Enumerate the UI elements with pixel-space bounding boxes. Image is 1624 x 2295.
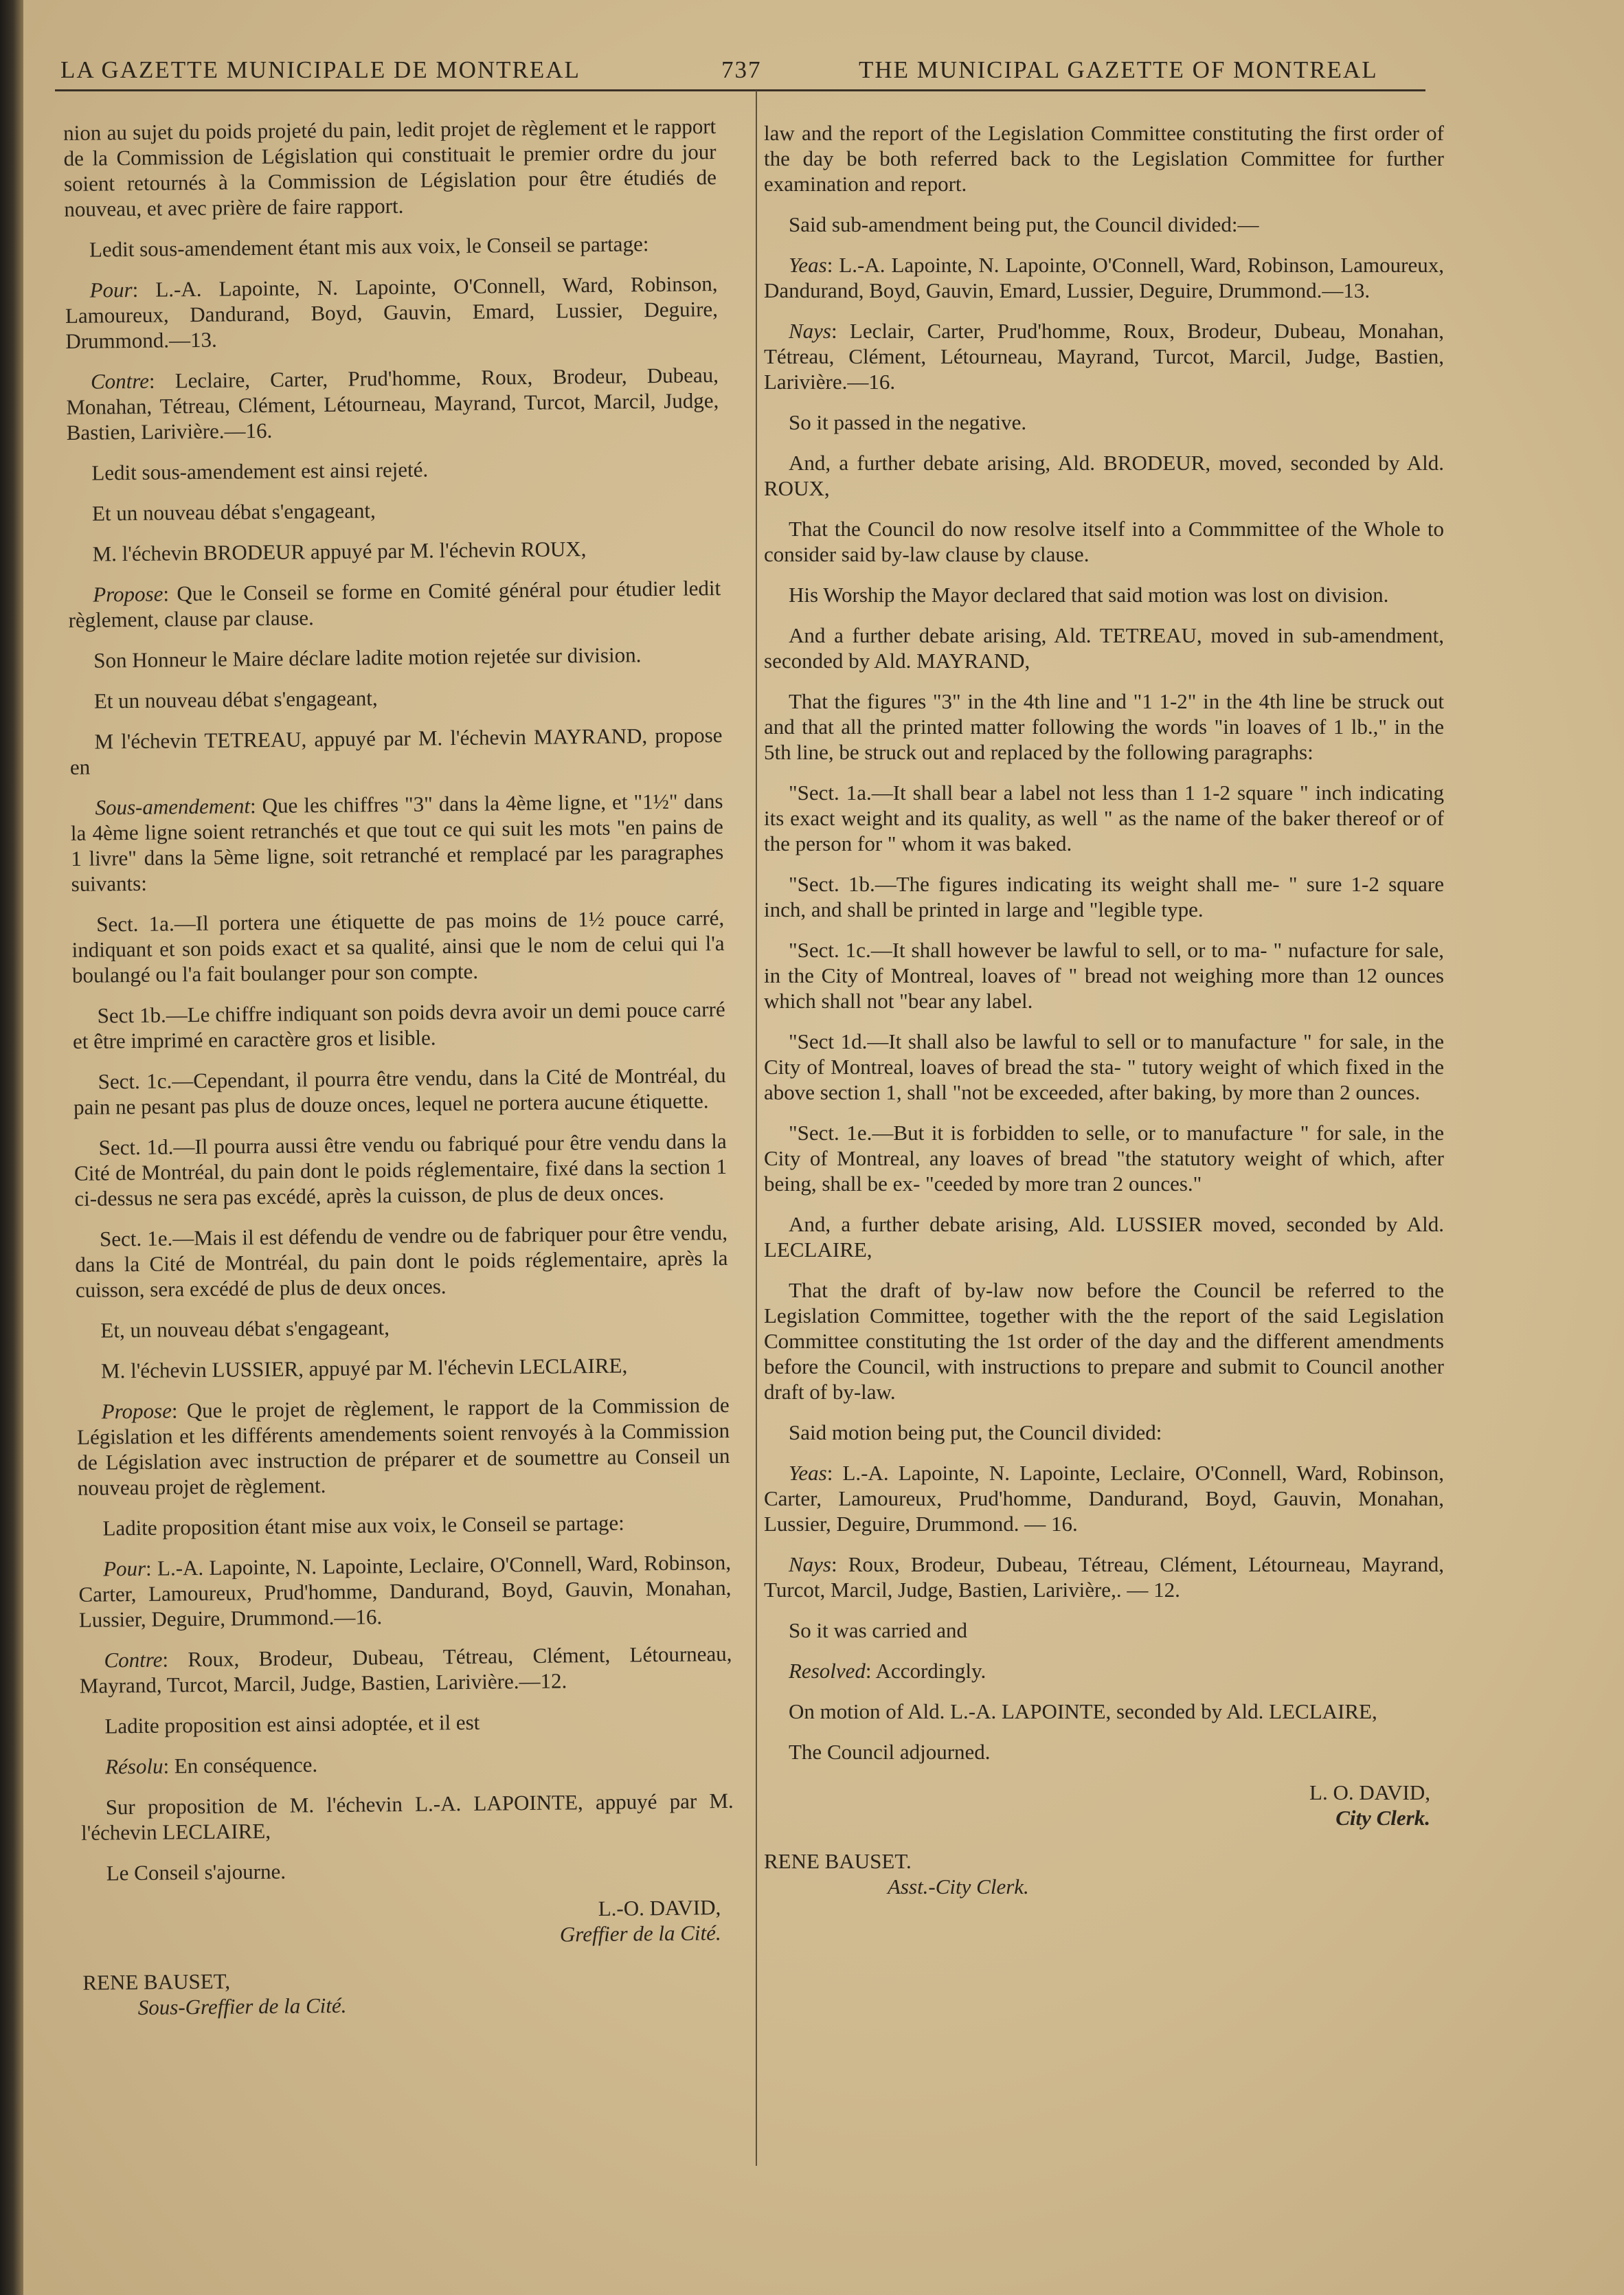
- paragraph: Said sub-amendment being put, the Council divided:—: [789, 212, 1259, 236]
- vote-against: [764, 1552, 1444, 1602]
- section-clause: Sect. 1c.—Cependant, il pourra être vendu, dans la Cité de Montréal, du pain ne pesant pas plus de douze onces, lequel ne portera aucune étiquette.: [73, 1062, 726, 1119]
- paragraph: Sur proposition de M. l'échevin L.-A. LAPOINTE, appuyé par M. l'échevin LECLAIRE,: [80, 1788, 734, 1845]
- resolution-label: Résolu: [104, 1754, 163, 1779]
- vote-against: [764, 318, 1444, 394]
- sub-amendment: [70, 788, 723, 897]
- vote-against: [79, 1641, 732, 1699]
- section-clause: "Sect. 1c.—It shall however be lawful to sell, or to ma- " nufacture for sale, in the City of Montreal, loaves of " bread not weighing more than 12 ounces which shall not "bear any label.: [764, 938, 1444, 1013]
- vote-label: Yeas: [789, 1461, 827, 1485]
- vote-label: Pour: [102, 1556, 146, 1581]
- vote-names: : Roux, Brodeur, Dubeau, Tétreau, Clément, Létourneau, Mayrand, Turcot, Marcil, Judge, Bastien, Larivière.—12.: [79, 1641, 732, 1698]
- page-number: 737: [721, 56, 762, 83]
- section-clause: Sect. 1e.—Mais il est défendu de vendre ou de fabriquer pour être vendu, dans la Cité de Montréal, du pain dont le poids réglementaire, après la cuisson, sera excédé de plus de deux onces.: [75, 1220, 728, 1302]
- vote-names: : L.-A. Lapointe, N. Lapointe, Leclaire, O'Connell, Ward, Robinson, Carter, Lamoureux, Prud'homme, Dandurand, Boyd, Gauvin, Monahan, Lussier, Deguire, Drummond. — 16.: [764, 1461, 1444, 1536]
- paragraph: That the figures "3" in the 4th line and "1 1-2" in the 4th line be struck out and that all the printed matter following the words "in loaves of 1 lb.," in the 5th line, be struck out and replaced by the following paragraphs:: [764, 689, 1444, 764]
- paragraph: The Council adjourned.: [789, 1740, 991, 1764]
- paragraph: M. l'échevin LUSSIER, appuyé par M. l'échevin LECLAIRE,: [100, 1353, 628, 1383]
- motion-text: : Que les chiffres "3" dans la 4ème ligne, et "1½" dans la 4ème ligne soient retranchés et que tout ce qui suit les mots "en pains de 1 livre" dans la 5ème ligne, soit retranché et remplacé par les paragraphes suivants:: [70, 788, 724, 896]
- paragraph: And, a further debate arising, Ald. BRODEUR, moved, seconded by Ald. ROUX,: [764, 451, 1444, 500]
- motion-text: : Que le Conseil se forme en Comité général pour étudier ledit règlement, clause par clause.: [68, 576, 721, 632]
- vote-label: Contre: [104, 1647, 163, 1672]
- vote-for: [764, 1460, 1444, 1536]
- paragraph: Et un nouveau débat s'engageant,: [93, 686, 378, 713]
- resolution: [764, 1658, 1444, 1683]
- header-rule: [55, 89, 1425, 91]
- vote-names: : L.-A. Lapointe, N. Lapointe, Leclaire, O'Connell, Ward, Robinson, Carter, Lamoureux, Prud'homme, Dandurand, Boyd, Gauvin, Monahan, Lussier, Deguire, Drummond.—16.: [78, 1549, 732, 1632]
- clerk-name: L.-O. DAVID,: [598, 1895, 721, 1921]
- paragraph: And a further debate arising, Ald. TETREAU, moved in sub-amendment, seconded by Ald. MAYRAND,: [764, 623, 1444, 673]
- paragraph: Et, un nouveau débat s'engageant,: [100, 1315, 390, 1343]
- assistant-clerk-signature: [764, 1848, 1444, 1899]
- column-divider: [756, 91, 757, 2166]
- english-masthead: THE MUNICIPAL GAZETTE OF MONTREAL: [859, 56, 1378, 83]
- paragraph: M. l'échevin BRODEUR appuyé par M. l'échevin ROUX,: [92, 537, 587, 566]
- motion-label: Propose: [93, 581, 163, 607]
- vote-for: [65, 271, 718, 354]
- resolution-label: Resolved: [789, 1659, 866, 1683]
- vote-against: [66, 362, 719, 445]
- paragraph: That the Council do now resolve itself into a Commmittee of the Whole to consider said by-law clause by clause.: [764, 517, 1444, 566]
- clerk-title: City Clerk.: [1335, 1806, 1430, 1830]
- vote-names: : L.-A. Lapointe, N. Lapointe, O'Connell, Ward, Robinson, Lamoureux, Dandurand, Boyd, Gauvin, Emard, Lussier, Deguire, Drummond.—13.: [65, 271, 719, 353]
- vote-for: [78, 1549, 732, 1633]
- paragraph: That the draft of by-law now before the Council be referred to the Legislation Committee, together with the the report of the said Legislation Committee constituting the 1st order of the day and the different amendments before the Council, with instructions to prepare and submit to Council another draft of by-law.: [764, 1278, 1444, 1404]
- vote-names: : Leclair, Carter, Prud'homme, Roux, Brodeur, Dubeau, Monahan, Tétreau, Clément, Létourneau, Mayrand, Turcot, Marcil, Judge, Bastien, Larivière.—16.: [764, 319, 1444, 394]
- clerk-signature: [764, 1780, 1444, 1831]
- paragraph: M l'échevin TETREAU, appuyé par M. l'échevin MAYRAND, propose en: [69, 723, 723, 779]
- paragraph: His Worship the Mayor declared that said motion was lost on division.: [789, 583, 1389, 607]
- clerk-signature: [82, 1894, 735, 1952]
- paragraph: On motion of Ald. L.-A. LAPOINTE, seconded by Ald. LECLAIRE,: [789, 1699, 1377, 1723]
- assistant-clerk-title: Asst.-City Clerk.: [888, 1874, 1029, 1899]
- paragraph: And, a further debate arising, Ald. LUSSIER moved, seconded by Ald. LECLAIRE,: [764, 1212, 1444, 1262]
- paragraph: Ladite proposition est ainsi adoptée, et il est: [104, 1710, 480, 1738]
- section-clause: "Sect. 1a.—It shall bear a label not less than 1 1-2 square " inch indicating its exact weight and its quality, as well " as the name of the baker thereof or of the person for " whom it was baked.: [764, 781, 1444, 855]
- section-clause: "Sect. 1b.—The figures indicating its weight shall me- " sure 1-2 square inch, and shall be printed in large and "legible type.: [764, 872, 1444, 921]
- vote-label: Nays: [789, 319, 831, 343]
- paragraph: Et un nouveau débat s'engageant,: [91, 498, 376, 526]
- paragraph: nion au sujet du poids projeté du pain, ledit projet de règlement et le rapport de la Commission de Législation qui constituait le premier ordre du jour soient retournés à la Commission de Législation pour être étudiés de nouveau, et avec prière de faire rapport.: [63, 114, 717, 221]
- section-clause: Sect. 1a.—Il portera une étiquette de pas moins de 1½ pouce carré, indiquant et son poids exact et sa qualité, ainsi que le nom de celui qui l'a boulangé ou l'a fait boulanger pour son compte.: [71, 905, 725, 987]
- assistant-clerk-name: RENE BAUSET.: [764, 1849, 912, 1873]
- assistant-clerk-signature: [82, 1963, 736, 2021]
- paragraph: Said motion being put, the Council divided:: [789, 1420, 1162, 1444]
- section-clause: Sect. 1d.—Il pourra aussi être vendu ou fabriqué pour être vendu dans la Cité de Montréal, du pain dont le poids réglementaire, fixé dans la section 1 ci-dessus ne sera pas excédé, après la cuisson, de plus de deux onces.: [74, 1128, 728, 1211]
- vote-names: : Roux, Brodeur, Dubeau, Tétreau, Clément, Létourneau, Mayrand, Turcot, Marcil, Judge, Bastien, Larivière,. — 12.: [764, 1552, 1444, 1602]
- paragraph: So it was carried and: [789, 1618, 967, 1642]
- french-column: [63, 113, 736, 2021]
- french-masthead: LA GAZETTE MUNICIPALE DE MONTREAL: [60, 56, 580, 83]
- vote-label: Nays: [789, 1552, 831, 1576]
- motion-text: : Que le projet de règlement, le rapport de la Commission de Législation et les différents amendements soient renvoyés à la Commission de Législation avec instruction de préparer et de soumettre au Conseil un nouveau projet de règlement.: [76, 1392, 730, 1500]
- vote-label: Yeas: [789, 253, 827, 277]
- resolution: [80, 1747, 733, 1780]
- paragraph: law and the report of the Legislation Committee constituting the first order of the day be both referred back to the Legislation Committee for further examination and report.: [764, 121, 1444, 196]
- section-clause: Sect 1b.—Le chiffre indiquant son poids devra avoir un demi pouce carré et être imprimé en caractère gros et lisible.: [72, 996, 725, 1053]
- vote-names: : L.-A. Lapointe, N. Lapointe, O'Connell, Ward, Robinson, Lamoureux, Dandurand, Boyd, Gauvin, Emard, Lussier, Deguire, Drummond.—13.: [764, 253, 1444, 302]
- motion: [68, 575, 721, 633]
- clerk-name: L. O. DAVID,: [1309, 1780, 1430, 1804]
- motion-label: Propose: [101, 1398, 172, 1424]
- paragraph: Ladite proposition étant mise aux voix, le Conseil se partage:: [102, 1510, 624, 1541]
- book-binding: [0, 0, 23, 2295]
- clerk-title: Greffier de la Cité.: [559, 1921, 721, 1947]
- paragraph: So it passed in the negative.: [789, 410, 1027, 434]
- section-clause: "Sect 1d.—It shall also be lawful to sell or to manufacture " for sale, in the City of Montreal, loaves of bread the sta- " tutory weight of which fixed in the above section 1, shall "not be exceeded, after baking, by more than 2 ounces.: [764, 1029, 1444, 1104]
- paragraph: Le Conseil s'ajourne.: [106, 1859, 286, 1885]
- resolution-text: : Accordingly.: [865, 1659, 986, 1683]
- paragraph: Ledit sous-amendement est ainsi rejeté.: [91, 457, 429, 485]
- resolution-text: : En conséquence.: [163, 1752, 318, 1778]
- section-clause: "Sect. 1e.—But it is forbidden to selle, or to manufacture " for sale, in the City of Montreal, any loaves of bread "the statutory weight of which, after being, shall be ex- "ceeded by more tran 2 ounces.": [764, 1121, 1444, 1196]
- motion: [76, 1392, 730, 1501]
- assistant-clerk-title: Sous-Greffier de la Cité.: [137, 1993, 347, 2020]
- assistant-clerk-name: RENE BAUSET,: [82, 1969, 231, 1995]
- vote-for: [764, 252, 1444, 303]
- english-column: [764, 120, 1444, 1899]
- vote-label: Pour: [89, 277, 133, 302]
- motion-label: Sous-amendement: [95, 794, 251, 820]
- vote-names: : Leclaire, Carter, Prud'homme, Roux, Brodeur, Dubeau, Monahan, Tétreau, Clément, Létourneau, Mayrand, Turcot, Marcil, Judge, Bastien, Larivière.—16.: [66, 363, 719, 445]
- page-header: [55, 54, 1436, 95]
- paragraph: Ledit sous-amendement étant mis aux voix, le Conseil se partage:: [89, 232, 649, 262]
- vote-label: Contre: [90, 368, 150, 394]
- paragraph: Son Honneur le Maire déclare ladite motion rejetée sur division.: [93, 642, 642, 673]
